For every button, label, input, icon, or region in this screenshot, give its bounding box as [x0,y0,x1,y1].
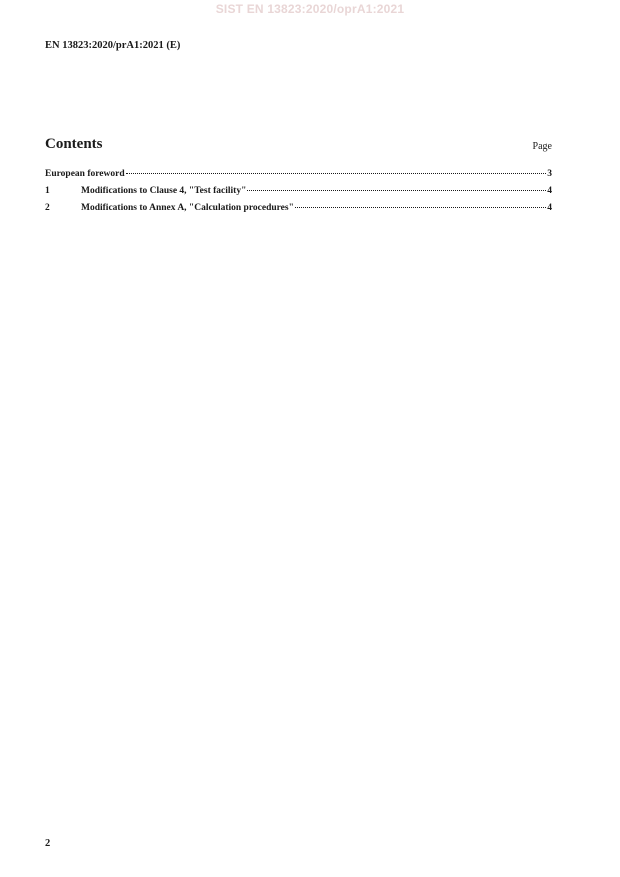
toc-entry-european-foreword[interactable] [45,169,552,186]
toc-entry-number: 1 [45,186,50,196]
toc-entry-page[interactable]: 3 [547,169,552,179]
document-id-header: EN 13823:2020/prA1:2021 (E) [45,40,181,51]
toc-entry-clause-2[interactable] [45,203,552,220]
toc-entry-text[interactable]: European foreword [45,169,125,179]
toc-entry-number: 2 [45,203,50,213]
toc-dot-leader [247,190,546,191]
toc-entry-clause-1[interactable] [45,186,552,203]
page-number: 2 [45,838,51,849]
toc-entry-text[interactable]: Modifications to Annex A, "Calculation procedures" [81,203,294,213]
table-of-contents [45,169,552,220]
contents-title: Contents [45,136,103,152]
page-column-label: Page [532,141,552,152]
toc-entry-page[interactable]: 4 [547,186,552,196]
toc-dot-leader [126,173,547,174]
toc-entry-text[interactable]: Modifications to Clause 4, "Test facility" [81,186,247,196]
watermark: SIST EN 13823:2020/oprA1:2021 [215,2,405,16]
toc-entry-page[interactable]: 4 [547,203,552,213]
toc-dot-leader [295,207,546,208]
